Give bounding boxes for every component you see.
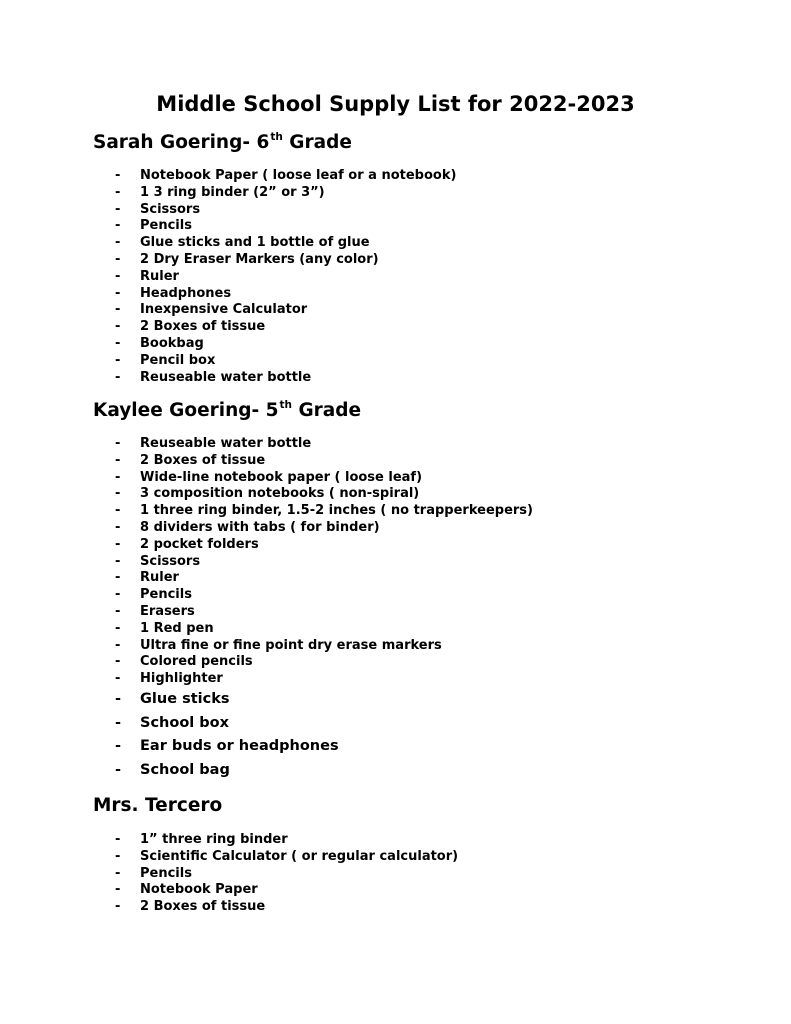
section-heading-name: Kaylee Goering- 5 — [93, 400, 279, 421]
list-item-text: Headphones — [140, 285, 232, 301]
bullet-dash: - — [115, 486, 121, 502]
bullet-dash: - — [115, 218, 121, 234]
section-heading-sarah-goering — [93, 131, 352, 155]
bullet-dash: - — [115, 570, 121, 586]
list-item-text: 1 Red pen — [140, 620, 214, 636]
bullet-dash: - — [115, 235, 121, 251]
bullet-dash: - — [115, 184, 121, 200]
section-heading-suffix: Grade — [282, 132, 352, 153]
list-item-text: Wide-line notebook paper ( loose leaf) — [140, 469, 423, 485]
list-item-text: 8 dividers with tabs ( for binder) — [140, 519, 380, 535]
section-heading-superscript: th — [279, 399, 292, 411]
bullet-dash: - — [115, 452, 121, 468]
list-item-text: Pencil box — [140, 352, 216, 368]
bullet-dash: - — [115, 832, 121, 847]
list-item-text: 2 pocket folders — [140, 536, 259, 552]
list-item-text: 2 Boxes of tissue — [140, 452, 266, 468]
list-item-text: Erasers — [140, 603, 195, 619]
list-item-text: Scissors — [140, 201, 201, 217]
bullet-dash: - — [115, 469, 121, 485]
list-item-text: Notebook Paper ( loose leaf or a notebook) — [140, 168, 457, 183]
bullet-dash: - — [115, 603, 121, 619]
section-heading-kaylee-goering — [93, 399, 361, 423]
bullet-dash: - — [115, 899, 121, 915]
list-item-text: Glue sticks and 1 bottle of glue — [140, 235, 370, 251]
bullet-dash: - — [115, 553, 121, 569]
bullet-dash: - — [115, 714, 122, 731]
list-item-text: Highlighter — [140, 671, 223, 687]
list-item-text: 1” three ring binder — [140, 832, 288, 847]
section-heading-name: Mrs. Tercero — [93, 795, 223, 816]
section-heading-superscript: th — [270, 131, 283, 143]
bullet-dash: - — [115, 201, 121, 217]
list-item-text: Scissors — [140, 553, 201, 569]
list-item-text: Bookbag — [140, 335, 204, 351]
list-item-text: Glue sticks — [140, 690, 230, 707]
bullet-dash: - — [115, 168, 121, 183]
bullet-dash: - — [115, 302, 121, 318]
bullet-dash: - — [115, 519, 121, 535]
list-item-text: 1 three ring binder, 1.5-2 inches ( no trapperkeepers) — [140, 503, 533, 519]
bullet-dash: - — [115, 319, 121, 335]
bullet-dash: - — [115, 637, 121, 653]
list-item-text: Pencils — [140, 587, 192, 603]
bullet-dash: - — [115, 882, 121, 898]
document-title: Middle School Supply List for 2022-2023 — [156, 92, 635, 116]
bullet-dash: - — [115, 369, 121, 385]
list-item-text: 2 Dry Eraser Markers (any color) — [140, 251, 379, 267]
bullet-dash: - — [115, 268, 121, 284]
bullet-dash: - — [115, 251, 121, 267]
section-heading-name: Sarah Goering- 6 — [93, 132, 270, 153]
list-item-text: 2 Boxes of tissue — [140, 899, 266, 915]
list-item-text: 1 3 ring binder (2” or 3”) — [140, 184, 325, 200]
bullet-dash: - — [115, 503, 121, 519]
section-heading-mrs-tercero — [93, 794, 222, 818]
list-item-text: Ruler — [140, 570, 179, 586]
bullet-dash: - — [115, 671, 121, 687]
bullet-dash: - — [115, 738, 122, 755]
list-item-text: Notebook Paper — [140, 882, 258, 898]
list-item-text: School box — [140, 714, 229, 731]
list-item-text: Ear buds or headphones — [140, 738, 339, 755]
bullet-dash: - — [115, 536, 121, 552]
list-item-text: 2 Boxes of tissue — [140, 319, 266, 335]
bullet-dash: - — [115, 352, 121, 368]
list-item-text: School bag — [140, 761, 230, 778]
list-item-text: Inexpensive Calculator — [140, 302, 308, 318]
bullet-dash: - — [115, 335, 121, 351]
list-item-text: Colored pencils — [140, 654, 253, 670]
list-item-text: Scientific Calculator ( or regular calculator) — [140, 848, 459, 864]
bullet-dash: - — [115, 436, 121, 451]
bullet-dash: - — [115, 761, 122, 778]
list-item-text: Reuseable water bottle — [140, 436, 312, 451]
list-item-text: Pencils — [140, 218, 192, 234]
bullet-dash: - — [115, 865, 121, 881]
list-item-text: Pencils — [140, 865, 192, 881]
bullet-dash: - — [115, 848, 121, 864]
section-heading-suffix: Grade — [292, 400, 362, 421]
bullet-dash: - — [115, 654, 121, 670]
list-item-text: Reuseable water bottle — [140, 369, 312, 385]
list-item-text: 3 composition notebooks ( non-spiral) — [140, 486, 420, 502]
bullet-dash: - — [115, 620, 121, 636]
bullet-dash: - — [115, 285, 121, 301]
list-item-text: Ultra fine or fine point dry erase markers — [140, 637, 442, 653]
bullet-dash: - — [115, 587, 121, 603]
list-item-text: Ruler — [140, 268, 179, 284]
bullet-dash: - — [115, 690, 122, 707]
